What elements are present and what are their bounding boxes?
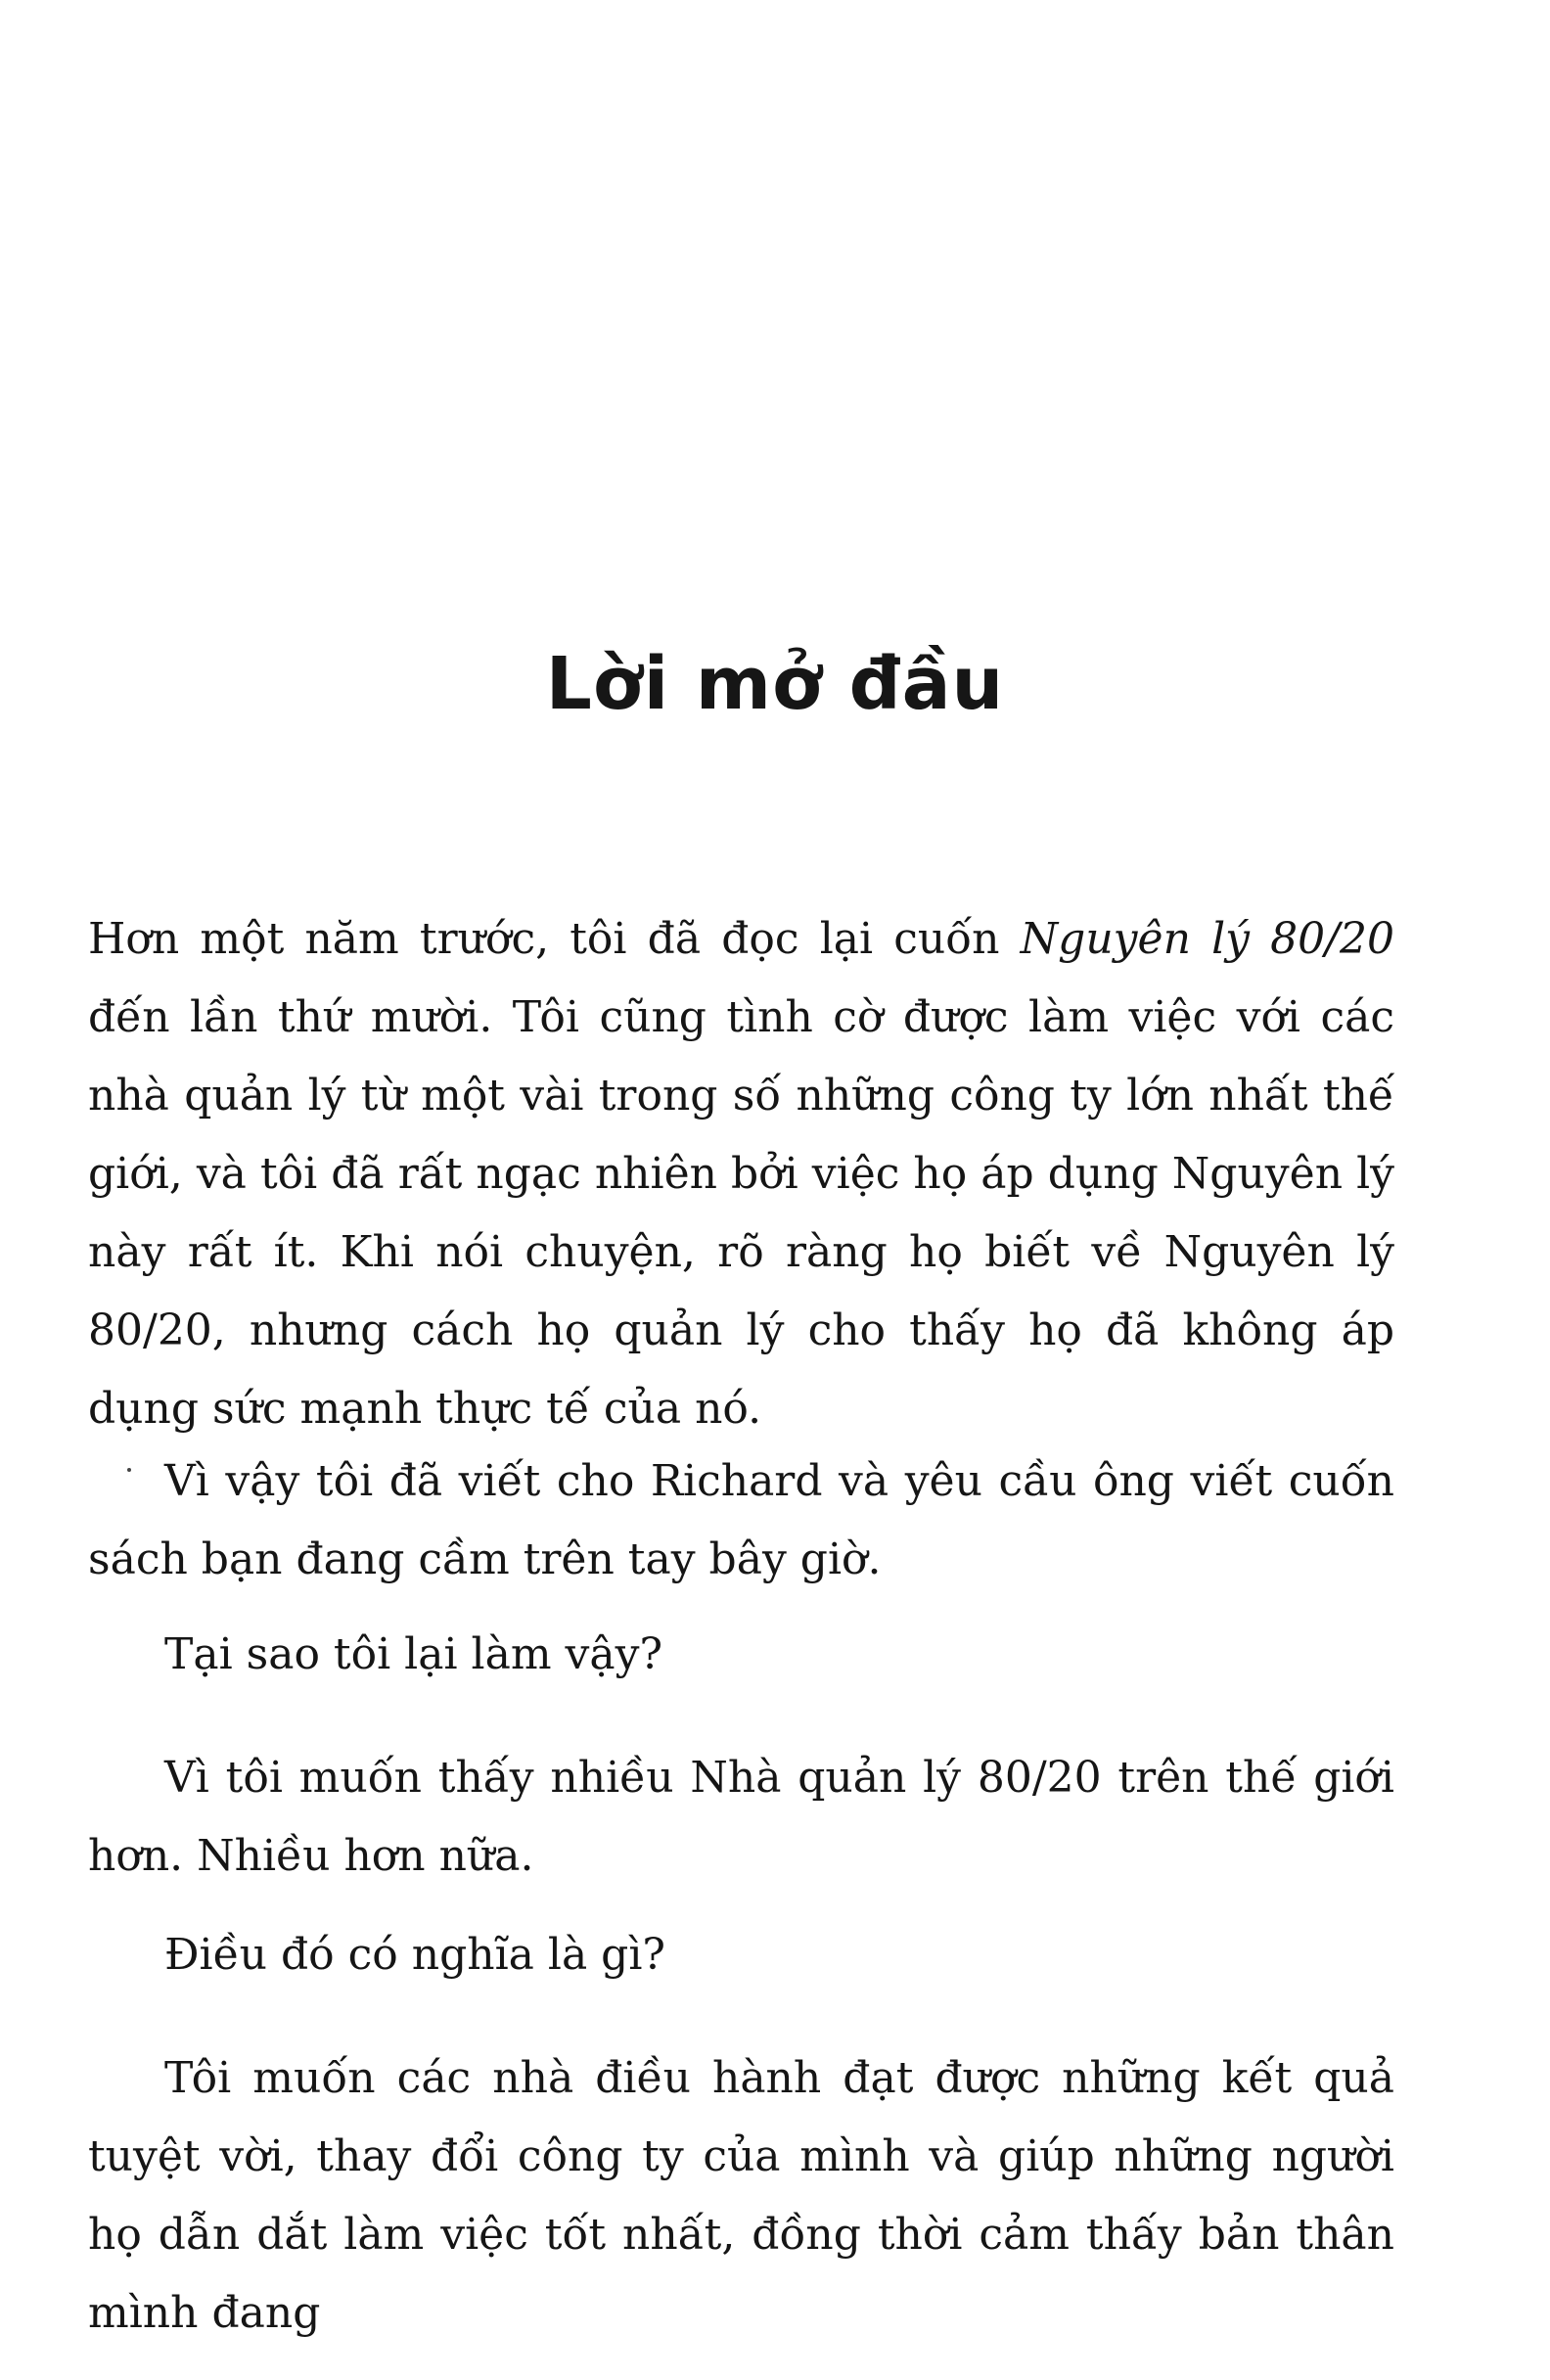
paragraph-5-text: Điều đó có nghĩa là gì? — [164, 1930, 665, 1980]
paragraph-6 — [88, 2039, 1394, 2353]
paragraph-2-text: Vì vậy tôi đã viết cho Richard và yêu cầu ông viết cuốn sách bạn đang cầm trên tay bây giờ. — [88, 1456, 1394, 1584]
paragraph-6-text: Tôi muốn các nhà điều hành đạt được những kết quả tuyệt vời, thay đổi công ty của mình và giúp những người họ dẫn dắt làm việc tốt nhất, đồng thời cảm thấy bản thân mình đang — [88, 2053, 1394, 2338]
paragraph-3-text: Tại sao tôi lại làm vậy? — [164, 1629, 663, 1679]
paragraph-5 — [88, 1916, 1394, 1994]
paragraph-1-intro: Hơn một năm trước, tôi đã đọc lại cuốn — [88, 914, 1021, 964]
chapter-title: Lời mở đầu — [545, 641, 1005, 726]
book-title-italic: Nguyên lý 80/20 — [1020, 914, 1394, 964]
paragraph-3 — [88, 1616, 1394, 1694]
paragraph-1-body: đến lần thứ mười. Tôi cũng tình cờ được làm việc với các nhà quản lý từ một vài trong số những công ty lớn nhất thế giới, và tôi đã rất ngạc nhiên bởi việc họ áp dụng Nguyên lý này rất ít. Khi nói chuyện, rõ ràng họ biết về Nguyên lý 80/20, nhưng cách họ quản lý cho thấy họ đã không áp dụng sức mạnh thực tế của nó. — [88, 992, 1394, 1434]
paragraph-2 — [88, 1442, 1394, 1599]
paragraph-4 — [88, 1739, 1394, 1896]
paragraph-4-text: Vì tôi muốn thấy nhiều Nhà quản lý 80/20 trên thế giới hơn. Nhiều hơn nữa. — [88, 1753, 1394, 1881]
paragraph-1 — [88, 900, 1394, 1448]
paragraph-1-text — [88, 900, 1394, 1448]
